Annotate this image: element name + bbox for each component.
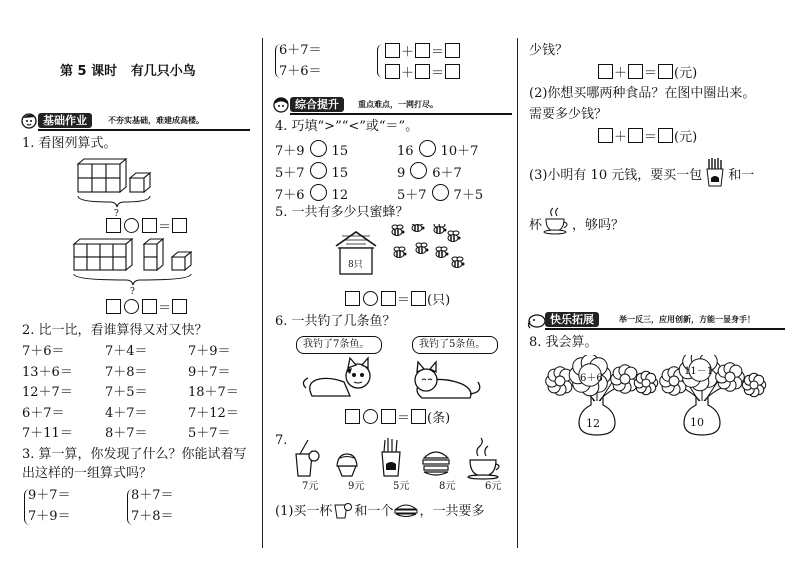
comparison-right: 15: [331, 166, 349, 181]
q2-problem: 7＋5＝: [105, 385, 148, 400]
comparison-right: 10＋7: [440, 144, 479, 159]
section-slogan: 不夯实基础，难建成高楼。: [108, 115, 204, 125]
answer-box[interactable]: [345, 291, 360, 306]
comparison-left: 5＋7: [275, 166, 305, 181]
q2-problem: 4＋7＝: [105, 405, 148, 421]
section-label: 快乐拓展: [545, 312, 599, 327]
q7-p1-text: ，一共要多: [419, 504, 485, 519]
operator-circle[interactable]: [124, 299, 139, 314]
answer-box[interactable]: [172, 218, 187, 233]
q1-answer-row-2: ＝: [105, 299, 188, 317]
lesson-title: [60, 64, 196, 80]
answer-box[interactable]: [598, 64, 613, 79]
q3-title-line1: 3. 算一算，你发现了什么？你能试着写: [22, 447, 247, 462]
unit-label: (元): [674, 130, 698, 145]
q2-problem: 7＋8＝: [105, 364, 148, 380]
flower-icon: [716, 363, 745, 392]
section-banner-fun: [527, 311, 785, 329]
right-column: [517, 0, 793, 569]
price-label: 6元: [485, 481, 502, 492]
vase-label: 10: [690, 416, 704, 429]
q2-problem: 12＋7＝: [22, 385, 73, 400]
q7-part3-line1: [529, 157, 754, 187]
flower-icon: [742, 373, 765, 396]
comparison-right: 12: [331, 188, 349, 203]
bee-icon: [448, 231, 461, 242]
q4-title: 4. 巧填“>”“<”或“＝”。: [275, 119, 419, 134]
q4-comparison: [275, 162, 348, 182]
q6-title: 6. 一共钓了几条鱼？: [275, 314, 396, 329]
operator-circle[interactable]: [363, 409, 378, 424]
q3-equation: 7＋8＝: [131, 509, 174, 524]
q2-problem: 8＋7＝: [105, 426, 148, 441]
q7-p1-text: 和一个: [354, 504, 394, 519]
q4-comparison: [397, 162, 462, 182]
bee-icon: [434, 224, 447, 234]
answer-box[interactable]: [106, 218, 121, 233]
section-rule: [290, 113, 512, 115]
q2-title: 2. 比一比，看谁算得又对又快？: [22, 323, 208, 338]
section-banner-comprehensive: [272, 96, 512, 114]
bubble-text: 我钓了5条鱼。: [419, 339, 486, 350]
answer-box[interactable]: [172, 299, 187, 314]
answer-box[interactable]: [415, 64, 430, 79]
section-slogan: 举一反三，应用创新，方能一显身手！: [619, 314, 755, 324]
answer-box[interactable]: [381, 409, 396, 424]
bee-icon: [416, 243, 429, 254]
q6-answer-row: ＝ (条): [344, 409, 450, 427]
q7-p3-text: 杯: [529, 218, 543, 233]
q7-p2-answer-row: ＋ ＝ (元): [597, 128, 697, 146]
price-label: 9元: [348, 481, 365, 492]
q4-comparison: [397, 184, 483, 204]
middle-column: [262, 0, 517, 569]
q5-title: 5. 一共有多少只蜜蜂？: [275, 205, 409, 220]
flower-icon: [634, 371, 657, 394]
bee-icon: [452, 257, 465, 268]
q2-problem: 7＋6＝: [22, 344, 65, 359]
section-rule: [38, 129, 250, 131]
q3-title-line2: 出这样的一组算式吗？: [22, 466, 153, 481]
comparison-left: 5＋7: [397, 188, 427, 203]
q2-problem: 9＋7＝: [188, 364, 231, 380]
answer-box[interactable]: [658, 64, 673, 79]
answer-box[interactable]: [385, 43, 400, 58]
speech-bubble-cat-1: [296, 336, 382, 354]
section-slogan: 重点难点，一网打尽。: [358, 99, 438, 109]
q4-comparison: [275, 140, 348, 160]
answer-box[interactable]: [381, 291, 396, 306]
answer-box[interactable]: [411, 291, 426, 306]
operator-circle[interactable]: [124, 218, 139, 233]
vase-label: 12: [586, 417, 600, 430]
q7-p1-answer-row: ＋ ＝ (元): [597, 64, 697, 82]
comparison-circle[interactable]: [310, 140, 327, 157]
comparison-circle[interactable]: [410, 162, 427, 179]
q3-blank-equation: ＋ ＝: [384, 64, 461, 82]
price-label: 7元: [302, 481, 319, 492]
price-label: 8元: [439, 481, 456, 492]
q2-problem: 6＋7＝: [22, 405, 65, 421]
operator-circle[interactable]: [363, 291, 378, 306]
comparison-left: 7＋6: [275, 188, 305, 203]
answer-box[interactable]: [142, 218, 157, 233]
q2-problem: 7＋11＝: [22, 426, 73, 441]
q2-problem: 5＋7＝: [188, 426, 231, 441]
q1-title: 1. 看图列算式。: [22, 136, 117, 151]
q7-p1-continuation: 少钱？: [529, 43, 569, 58]
lesson-number: 第 5 课时: [60, 64, 118, 79]
q2-problem: 7＋12＝: [188, 405, 239, 421]
answer-box[interactable]: [385, 64, 400, 79]
answer-box[interactable]: [411, 409, 426, 424]
answer-box[interactable]: [598, 128, 613, 143]
q7-p3-text: (3)小明有 10 元钱，要买一包: [529, 168, 703, 183]
lesson-subtitle: 有几只小鸟: [130, 64, 196, 79]
q7-p3-text: 和一: [728, 168, 755, 183]
answer-box[interactable]: [142, 299, 157, 314]
q3-equation: 7＋9＝: [28, 509, 71, 524]
left-column: [0, 0, 262, 569]
q3-equation: 8＋7＝: [131, 488, 174, 503]
q3-equation: 6＋7＝: [279, 43, 322, 58]
q5-answer-row: ＝ (只): [344, 291, 450, 309]
q7-p2-line2: 需要多少钱？: [529, 107, 608, 122]
answer-box[interactable]: [658, 128, 673, 143]
section-rule: [545, 328, 785, 330]
flower-icon: [611, 365, 640, 394]
q2-problem: 13＋6＝: [22, 364, 73, 380]
q4-comparison: [275, 184, 348, 204]
hamburger-icon: [393, 501, 419, 519]
q7-part3-line2: [529, 205, 624, 235]
answer-box[interactable]: [345, 409, 360, 424]
answer-box[interactable]: [106, 299, 121, 314]
answer-box[interactable]: [628, 64, 643, 79]
bee-icon: [412, 224, 425, 232]
q1-answer-row-1: ＝: [105, 218, 188, 236]
q7-part1-line: [275, 501, 484, 520]
bees-group: [387, 224, 467, 280]
q8-title: 8. 我会算。: [529, 335, 598, 350]
bee-icon: [392, 225, 405, 236]
bee-icon: [394, 247, 407, 258]
unit-label: (只): [427, 293, 451, 308]
coffee-cup-icon: [542, 205, 572, 235]
food-items-illustration: [290, 436, 510, 480]
fries-icon: [702, 157, 728, 187]
juice-icon: [332, 501, 354, 519]
q3-blank-equation: ＋ ＝: [384, 43, 461, 61]
unit-label: (元): [674, 66, 698, 81]
comparison-right: 15: [331, 144, 349, 159]
flower-vases-illustration: [542, 355, 782, 440]
comparison-left: 16: [397, 144, 414, 159]
answer-box[interactable]: [628, 128, 643, 143]
q2-problem: 18＋7＝: [188, 385, 239, 400]
unit-label: (条): [427, 411, 451, 426]
answer-box[interactable]: [445, 64, 460, 79]
q4-comparison: [397, 140, 478, 160]
comparison-circle[interactable]: [432, 184, 449, 201]
q3-brace: [377, 44, 384, 78]
bee-icon: [436, 247, 449, 258]
q2-problem: 7＋4＝: [105, 344, 148, 359]
q7-p3-text: ，够吗？: [572, 218, 625, 233]
comparison-right: 6＋7: [432, 166, 462, 181]
answer-box[interactable]: [445, 43, 460, 58]
hive-label: 8只: [348, 260, 363, 270]
section-label: 综合提升: [290, 97, 344, 112]
comparison-circle[interactable]: [310, 184, 327, 201]
q3-equation: 7＋6＝: [279, 64, 322, 79]
comparison-circle[interactable]: [419, 140, 436, 157]
q7-p2-line1: (2)你想买哪两种食品？在图中圈出来。: [529, 86, 756, 101]
speech-bubble-cat-2: [412, 336, 498, 354]
answer-box[interactable]: [415, 43, 430, 58]
section-label: 基础作业: [38, 113, 92, 128]
cats-illustration: [302, 356, 492, 406]
comparison-circle[interactable]: [310, 162, 327, 179]
svg-text:?: ?: [114, 209, 119, 219]
comparison-right: 7＋5: [453, 188, 484, 203]
q7-title: 7.: [275, 433, 288, 448]
q7-p1-text: (1)买一杯: [275, 504, 333, 519]
comparison-left: 7＋9: [275, 144, 305, 159]
price-label: 5元: [393, 481, 410, 492]
svg-text:?: ?: [130, 287, 135, 297]
bubble-text: 我钓了7条鱼。: [303, 339, 370, 350]
q3-equation: 9＋7＝: [28, 488, 71, 503]
q2-problem: 7＋9＝: [188, 344, 231, 359]
flower-label: 6＋6: [580, 373, 603, 384]
flower-label: 11－1: [684, 366, 714, 377]
section-banner-basic: [20, 112, 250, 130]
comparison-left: 9: [397, 166, 406, 181]
